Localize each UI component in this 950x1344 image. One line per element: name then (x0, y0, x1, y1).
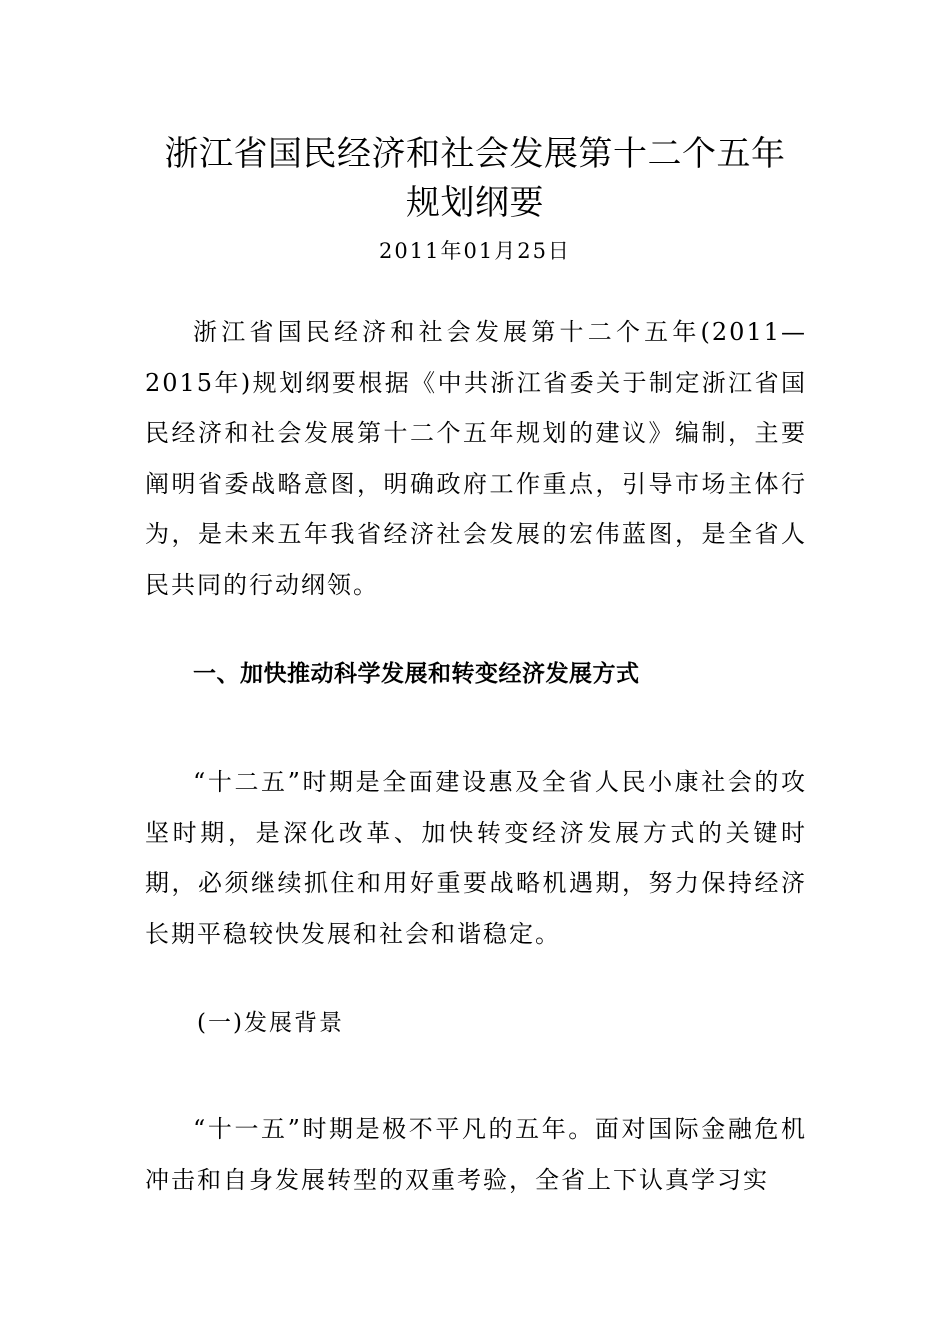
intro-paragraph: 浙江省国民经济和社会发展第十二个五年(2011—2015年)规划纲要根据《中共浙江省委关于制定浙江省国民经济和社会发展第十二个五年规划的建议》编制，主要阐明省委战略意图，明确政府工作重点，引导市场主体行为，是未来五年我省经济社会发展的宏伟蓝图，是全省人民共同的行动纲领。 (145, 318, 807, 599)
section-heading: 一、加快推动科学发展和转变经济发展方式 (193, 661, 640, 687)
subsection-heading: (一)发展背景 (197, 1010, 344, 1036)
subsection-paragraph: “十一五”时期是极不平凡的五年。面对国际金融危机冲击和自身发展转型的双重考验，全省上下认真学习实 (145, 1115, 807, 1194)
section-paragraph: “十二五”时期是全面建设惠及全省人民小康社会的攻坚时期，是深化改革、加快转变经济发展方式的关键时期，必须继续抓住和用好重要战略机遇期，努力保持经济长期平稳较快发展和社会和谐稳定。 (145, 768, 807, 948)
document-title-line-2: 规划纲要 (406, 183, 544, 223)
document-title-line-1: 浙江省国民经济和社会发展第十二个五年 (164, 134, 786, 174)
document-date: 2011年01月25日 (379, 239, 571, 263)
